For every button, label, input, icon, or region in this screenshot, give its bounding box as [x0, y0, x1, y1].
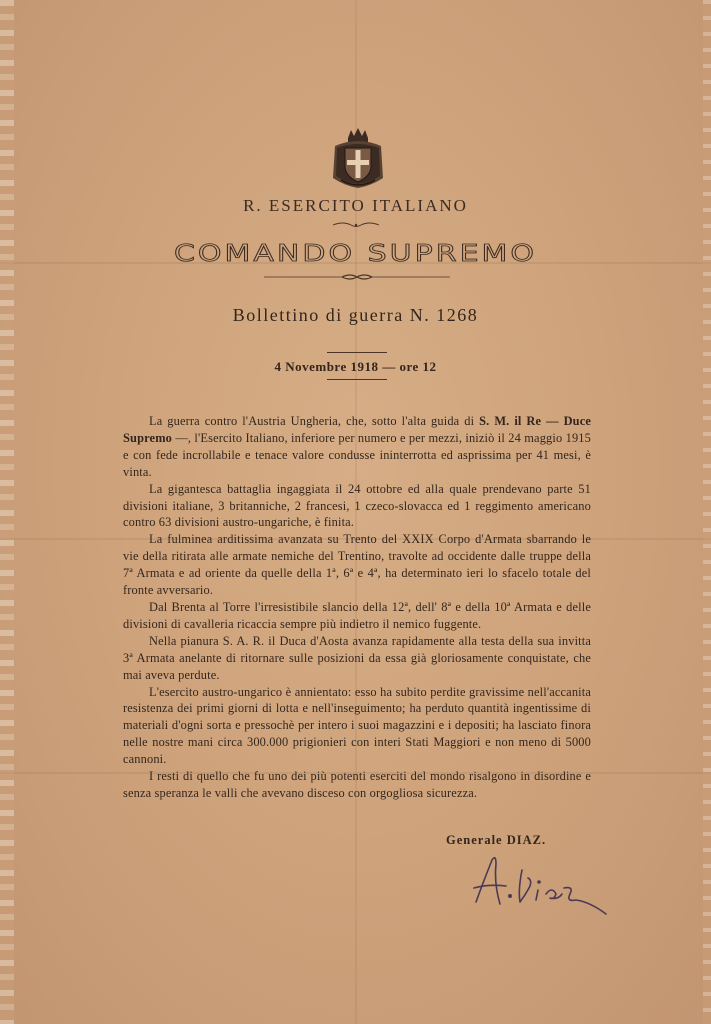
bulletin-number: Bollettino di guerra N. 1268	[232, 305, 479, 325]
date-rule-bottom	[327, 379, 387, 380]
paragraph-1-king: S. M. il Re	[479, 414, 542, 428]
signer-name: Generale DIAZ.	[446, 833, 547, 847]
paragraph-4: Dal Brenta al Torre l'irresistibile slancio della 12ª, dell' 8ª e della 10ª Armata e delle divisioni di cavalleria ricaccia sempre più indietro il nemico fuggente.	[123, 599, 591, 631]
date-rule-top	[327, 352, 387, 353]
small-flourish	[331, 221, 381, 229]
date-separator: —	[382, 359, 396, 374]
paragraph-3: La fulminea arditissima avanzata su Trento del XXIX Corpo d'Armata sbarrando le vie della ritirata alle armate nemiche del Trentino, travolte ad occidente dalle truppe della 7ª Armata e ad oriente da quelle della 1ª, 6ª e 4ª, ha determinato ieri lo sfacelo totale del fronte avversario.	[123, 532, 591, 598]
torn-edge-right	[703, 0, 711, 1024]
torn-edge-left	[0, 0, 14, 1024]
handwritten-signature	[466, 850, 612, 922]
bulletin-date	[0, 359, 711, 375]
paragraph-1-text-a: La guerra contro l'Austria Ungheria, che, sotto l'alta guida di	[149, 414, 480, 428]
paragraph-1	[123, 413, 591, 481]
organization-name: R. ESERCITO ITALIANO	[243, 196, 468, 215]
paragraph-6: L'esercito austro-ungarico è annientato: esso ha subito perdite gravissime nell'accanita resistenza dei primi giorni di lotta e nell'inseguimento; ha perduto quantità ingentissime di materiali d'ogni sorta e pressochè per intero i suoi magazzini e i depositi; ha lasciato finora nelle nostre mani circa 300.000 prigionieri con interi Stati Maggiori e non meno di 5000 cannoni.	[123, 684, 591, 767]
paragraph-1-duce: — Duce Supremo	[123, 414, 592, 445]
bulletin-body	[123, 413, 591, 802]
date-text: 4 Novembre 1918	[274, 359, 379, 374]
savoy-crest-icon	[329, 126, 387, 192]
paragraph-5: Nella pianura S. A. R. il Duca d'Aosta avanza rapidamente alla testa della sua invitta 3ª Armata anelante di ritornare sulle posizioni da essa già gloriosamente conquistate, che mai aveva perdute.	[123, 633, 591, 682]
paragraph-7: I resti di quello che fu uno dei più potenti eserciti del mondo risalgono in disordine e senza speranza le valli che avevano disceso con orgogliosa sicurezza.	[123, 769, 591, 800]
time-text: ore 12	[399, 359, 437, 374]
paragraph-1-text-c: —, l'Esercito Italiano, inferiore per numero e per mezzi, iniziò il 24 maggio 1915 e con fede incrollabile e tenace valore condusse ininterrotta ed asprissima per 41 mesi, è vinta.	[123, 430, 591, 479]
paragraph-2: La gigantesca battaglia ingaggiata il 24 ottobre ed alla quale prendevano parte 51 divisioni italiane, 3 britanniche, 2 francesi, 1 czeco-slovacca ed 1 reggimento americano contro 63 divisioni austro-ungariche, è finita.	[123, 481, 591, 530]
document-title: COMANDO SUPREMO	[173, 239, 538, 268]
title-flourish	[262, 273, 452, 281]
